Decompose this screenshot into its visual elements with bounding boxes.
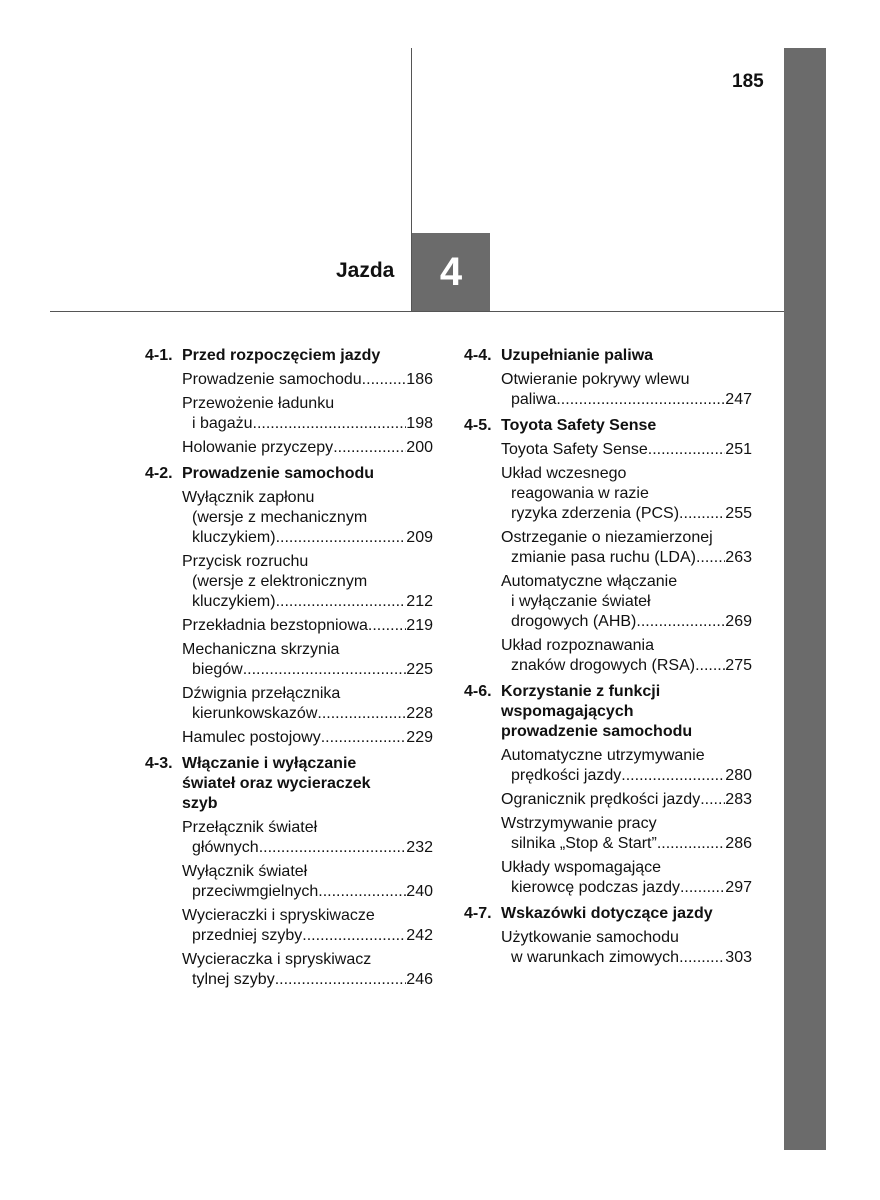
entry-title: Hamulec postojowy: [182, 729, 321, 746]
entry-text-line: Automatyczne włączanie: [501, 573, 678, 590]
toc-entry[interactable]: [145, 370, 433, 390]
toc-section: [464, 904, 752, 968]
entry-leader-line: [182, 616, 433, 636]
entry-title: przedniej szyby: [192, 927, 303, 944]
entry-page-number: 232: [406, 839, 433, 856]
entry-title: ryzyka zderzenia (PCS): [511, 505, 680, 522]
entry-page-number: 246: [406, 971, 433, 988]
entry-page-number: 209: [406, 529, 433, 546]
dot-leader: [243, 660, 407, 680]
entry-page-number: 240: [406, 883, 433, 900]
section-title: Wskazówki dotyczące jazdy: [501, 905, 713, 922]
entry-page-number: 283: [725, 791, 752, 808]
toc-entry[interactable]: [145, 728, 433, 748]
toc-entry[interactable]: [464, 814, 752, 854]
toc-entry[interactable]: [145, 818, 433, 858]
entry-leader-line: [501, 948, 752, 968]
dot-leader: [648, 440, 726, 460]
entry-text-line: Układ wczesnego: [501, 465, 627, 482]
dot-leader: [556, 390, 725, 410]
dot-leader: [259, 838, 407, 858]
entry-page-number: 275: [725, 657, 752, 674]
toc-section: [464, 682, 752, 898]
entry-page-number: 212: [406, 593, 433, 610]
entry-page-number: 251: [725, 441, 752, 458]
entry-leader-line: [501, 766, 752, 786]
entry-title: drogowych (AHB): [511, 613, 637, 630]
entry-text-line: Wyłącznik zapłonu: [182, 489, 315, 506]
entry-title: paliwa: [511, 391, 557, 408]
toc-column-right: [464, 346, 752, 974]
section-heading: [464, 346, 752, 366]
section-number: 4-4.: [464, 347, 492, 364]
chapter-number: 4: [439, 249, 463, 294]
dot-leader: [368, 616, 406, 636]
entry-page-number: 198: [406, 415, 433, 432]
entry-leader-line: [501, 834, 752, 854]
dot-leader: [275, 970, 407, 990]
entry-text-line: Automatyczne utrzymywanie: [501, 747, 705, 764]
dot-leader: [253, 414, 407, 434]
entry-leader-line: [182, 592, 433, 612]
dot-leader: [680, 878, 725, 898]
dot-leader: [317, 704, 406, 724]
section-heading: [145, 464, 433, 484]
toc-entry[interactable]: [145, 640, 433, 680]
dot-leader: [321, 728, 407, 748]
entry-title: Toyota Safety Sense: [501, 441, 648, 458]
section-number: 4-5.: [464, 417, 492, 434]
dot-leader: [621, 766, 725, 786]
section-title: Uzupełnianie paliwa: [501, 347, 654, 364]
dot-leader: [695, 656, 725, 676]
toc-entry[interactable]: [464, 858, 752, 898]
entry-leader-line: [182, 838, 433, 858]
entry-text-line: Mechaniczna skrzynia: [182, 641, 340, 658]
entry-text-line: Użytkowanie samochodu: [501, 929, 679, 946]
entry-page-number: 228: [406, 705, 433, 722]
entry-text-line: (wersje z mechanicznym: [192, 509, 368, 526]
toc-entry[interactable]: [464, 370, 752, 410]
dot-leader: [657, 834, 725, 854]
entry-leader-line: [501, 656, 752, 676]
dot-leader: [276, 592, 407, 612]
dot-leader: [318, 882, 406, 902]
toc-section: [464, 416, 752, 676]
entry-text-line: Ostrzeganie o niezamierzonej: [501, 529, 713, 546]
toc-entry[interactable]: [464, 790, 752, 810]
entry-title: Prowadzenie samochodu: [182, 371, 362, 388]
section-title: Toyota Safety Sense: [501, 417, 657, 434]
entry-text-line: Przewożenie ładunku: [182, 395, 335, 412]
toc-entry[interactable]: [145, 684, 433, 724]
dot-leader: [362, 370, 407, 390]
toc-entry[interactable]: [145, 438, 433, 458]
section-heading: [464, 416, 752, 436]
entry-text-line: Otwieranie pokrywy wlewu: [501, 371, 690, 388]
page-number: 185: [732, 71, 764, 92]
horizontal-divider: [50, 311, 784, 312]
entry-title: Holowanie przyczepy: [182, 439, 334, 456]
entry-leader-line: [501, 504, 752, 524]
entry-leader-line: [182, 926, 433, 946]
toc-entry[interactable]: [464, 636, 752, 676]
entry-page-number: 200: [406, 439, 433, 456]
entry-leader-line: [182, 970, 433, 990]
entry-title: Ogranicznik prędkości jazdy: [501, 791, 701, 808]
toc-entry[interactable]: [145, 616, 433, 636]
section-number: 4-1.: [145, 347, 173, 364]
entry-page-number: 247: [725, 391, 752, 408]
chapter-title: Jazda: [336, 259, 395, 282]
toc-column-left: [145, 346, 433, 996]
entry-leader-line: [182, 728, 433, 748]
toc-entry[interactable]: [145, 950, 433, 990]
entry-page-number: 225: [406, 661, 433, 678]
chapter-number-box: [412, 233, 490, 311]
dot-leader: [302, 926, 406, 946]
toc-entry[interactable]: [145, 488, 433, 548]
entry-leader-line: [182, 370, 433, 390]
entry-leader-line: [501, 612, 752, 632]
entry-text-line: Układy wspomagające: [501, 859, 662, 876]
dot-leader: [700, 790, 725, 810]
toc-section: [145, 464, 433, 748]
dot-leader: [679, 504, 725, 524]
section-number: 4-6.: [464, 683, 492, 700]
entry-page-number: 303: [725, 949, 752, 966]
entry-page-number: 263: [725, 549, 752, 566]
entry-title: kierunkowskazów: [192, 705, 318, 722]
entry-page-number: 219: [406, 617, 433, 634]
entry-page-number: 255: [725, 505, 752, 522]
entry-title: kluczykiem): [192, 593, 276, 610]
entry-leader-line: [182, 414, 433, 434]
entry-title: kierowcę podczas jazdy: [511, 879, 680, 896]
toc-entry[interactable]: [464, 528, 752, 568]
entry-text-line: Wycieraczki i spryskiwacze: [182, 907, 375, 924]
toc-entry[interactable]: [145, 394, 433, 434]
entry-text-line: Wyłącznik świateł: [182, 863, 308, 880]
entry-title: i bagażu: [192, 415, 253, 432]
toc-entry[interactable]: [464, 464, 752, 524]
entry-leader-line: [182, 704, 433, 724]
section-title: Korzystanie z funkcji wspomagających prowadzenie samochodu: [501, 683, 693, 740]
entry-title: Przekładnia bezstopniowa: [182, 617, 368, 634]
entry-leader-line: [501, 548, 752, 568]
toc-entry[interactable]: [464, 572, 752, 632]
entry-title: przeciwmgielnych: [192, 883, 319, 900]
entry-page-number: 286: [725, 835, 752, 852]
toc-entry[interactable]: [464, 928, 752, 968]
section-heading: [145, 754, 433, 814]
dot-leader: [696, 548, 725, 568]
entry-leader-line: [501, 390, 752, 410]
entry-text-line: Dźwignia przełącznika: [182, 685, 341, 702]
entry-leader-line: [501, 790, 752, 810]
section-number: 4-3.: [145, 755, 173, 772]
section-number: 4-2.: [145, 465, 173, 482]
entry-leader-line: [501, 878, 752, 898]
entry-text-line: (wersje z elektronicznym: [192, 573, 368, 590]
entry-text-line: Wycieraczka i spryskiwacz: [182, 951, 372, 968]
entry-title: zmianie pasa ruchu (LDA): [511, 549, 696, 566]
entry-text-line: Przycisk rozruchu: [182, 553, 309, 570]
entry-page-number: 229: [406, 729, 433, 746]
entry-text-line: Wstrzymywanie pracy: [501, 815, 657, 832]
section-number: 4-7.: [464, 905, 492, 922]
section-heading: [145, 346, 433, 366]
section-title: Przed rozpoczęciem jazdy: [182, 347, 381, 364]
entry-page-number: 269: [725, 613, 752, 630]
toc-section: [464, 346, 752, 410]
entry-page-number: 242: [406, 927, 433, 944]
toc-entry[interactable]: [464, 440, 752, 460]
entry-leader-line: [182, 882, 433, 902]
entry-title: silnika „Stop & Start”: [511, 835, 657, 852]
entry-leader-line: [182, 528, 433, 548]
section-heading: [464, 904, 752, 924]
toc-section: [145, 754, 433, 990]
dot-leader: [333, 438, 406, 458]
toc-entry[interactable]: [464, 746, 752, 786]
chapter-side-tab: [784, 48, 826, 1150]
entry-title: w warunkach zimowych: [511, 949, 680, 966]
toc-entry[interactable]: [145, 862, 433, 902]
toc-entry[interactable]: [145, 906, 433, 946]
entry-page-number: 297: [725, 879, 752, 896]
entry-title: kluczykiem): [192, 529, 276, 546]
dot-leader: [679, 948, 725, 968]
entry-title: głównych: [192, 839, 259, 856]
dot-leader: [636, 612, 725, 632]
toc-section: [145, 346, 433, 458]
section-title: Włączanie i wyłączanie świateł oraz wycieraczek szyb: [182, 755, 371, 812]
entry-title: prędkości jazdy: [511, 767, 622, 784]
entry-leader-line: [182, 660, 433, 680]
entry-title: tylnej szyby: [192, 971, 275, 988]
entry-title: znaków drogowych (RSA): [511, 657, 696, 674]
section-title: Prowadzenie samochodu: [182, 465, 375, 482]
dot-leader: [276, 528, 407, 548]
entry-title: biegów: [192, 661, 243, 678]
entry-text-line: Przełącznik świateł: [182, 819, 318, 836]
entry-text-line: Układ rozpoznawania: [501, 637, 654, 654]
section-heading: [464, 682, 752, 742]
entry-text-line: i wyłączanie świateł: [511, 593, 651, 610]
toc-entry[interactable]: [145, 552, 433, 612]
entry-page-number: 186: [406, 371, 433, 388]
entry-page-number: 280: [725, 767, 752, 784]
entry-leader-line: [182, 438, 433, 458]
entry-text-line: reagowania w razie: [511, 485, 649, 502]
entry-leader-line: [501, 440, 752, 460]
